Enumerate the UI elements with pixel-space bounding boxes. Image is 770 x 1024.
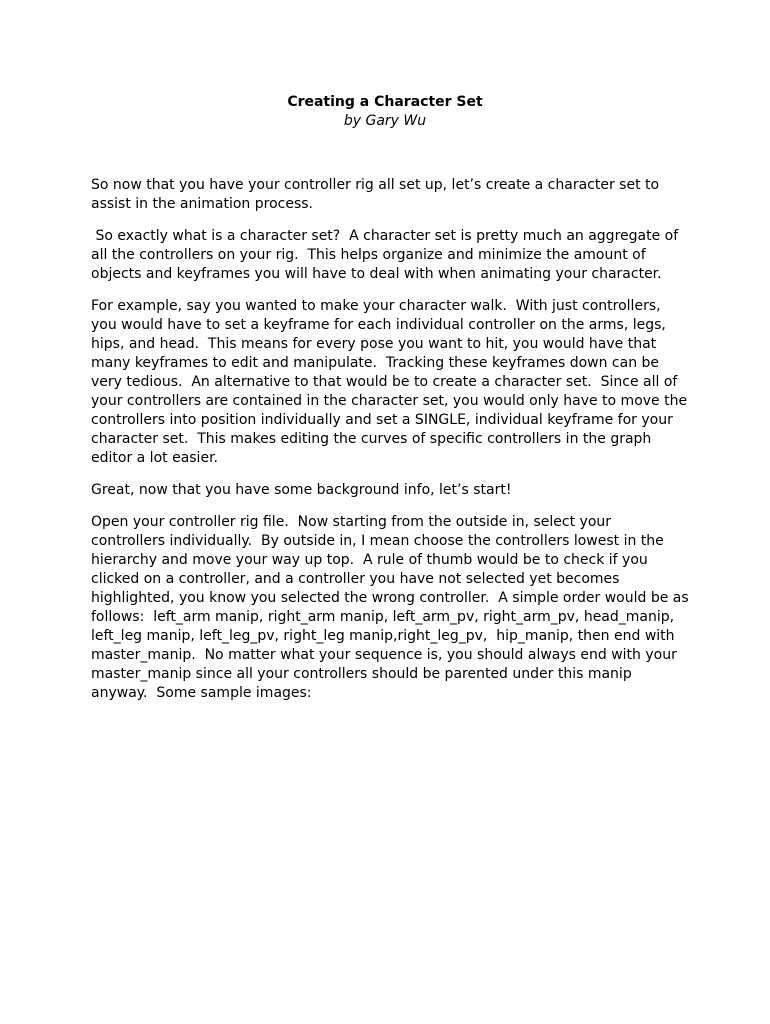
document-body [91, 176, 694, 716]
paragraph-instructions: Open your controller rig file. Now starting from the outside in, select your controllers individually. By outside in, I mean choose the controllers lowest in the hierarchy and move your way up top. A rule of thumb would be to check if you clicked on a controller, and a controller you have not selected yet becomes highlighted, you know you selected the wrong controller. A simple order would be as follows: left_arm manip, right_arm manip, left_arm_pv, right_arm_pv, head_manip, left_leg manip, left_leg_pv, right_leg manip,right_leg_pv, hip_manip, then end with master_manip. No matter what your sequence is, you should always end with your master_manip since all your controllers should be parented under this manip anyway. Some sample images: [91, 514, 694, 701]
author-byline: by Gary Wu [343, 113, 427, 129]
paragraph-start: Great, now that you have some background info, let’s start! [91, 482, 512, 498]
paragraph-intro: So now that you have your controller rig all set up, let’s create a character set to assist in the animation process. [91, 177, 664, 212]
paragraph-definition: So exactly what is a character set? A character set is pretty much an aggregate of all the controllers on your rig. This helps organize and minimize the amount of objects and keyframes you will have to deal with when animating your character. [91, 228, 683, 282]
paragraph-example: For example, say you wanted to make your character walk. With just controllers, you would have to set a keyframe for each individual controller on the arms, legs, hips, and head. This means for every pose you want to hit, you would have that many keyframes to edit and manipulate. Tracking these keyframes down can be very tedious. An alternative to that would be to create a character set. Since all of your controllers are contained in the character set, you would only have to move the controllers into position individually and set a SINGLE, individual keyframe for your character set. This makes editing the curves of specific controllers in the graph editor a lot easier. [91, 298, 692, 466]
document-title: Creating a Character Set [287, 94, 483, 110]
